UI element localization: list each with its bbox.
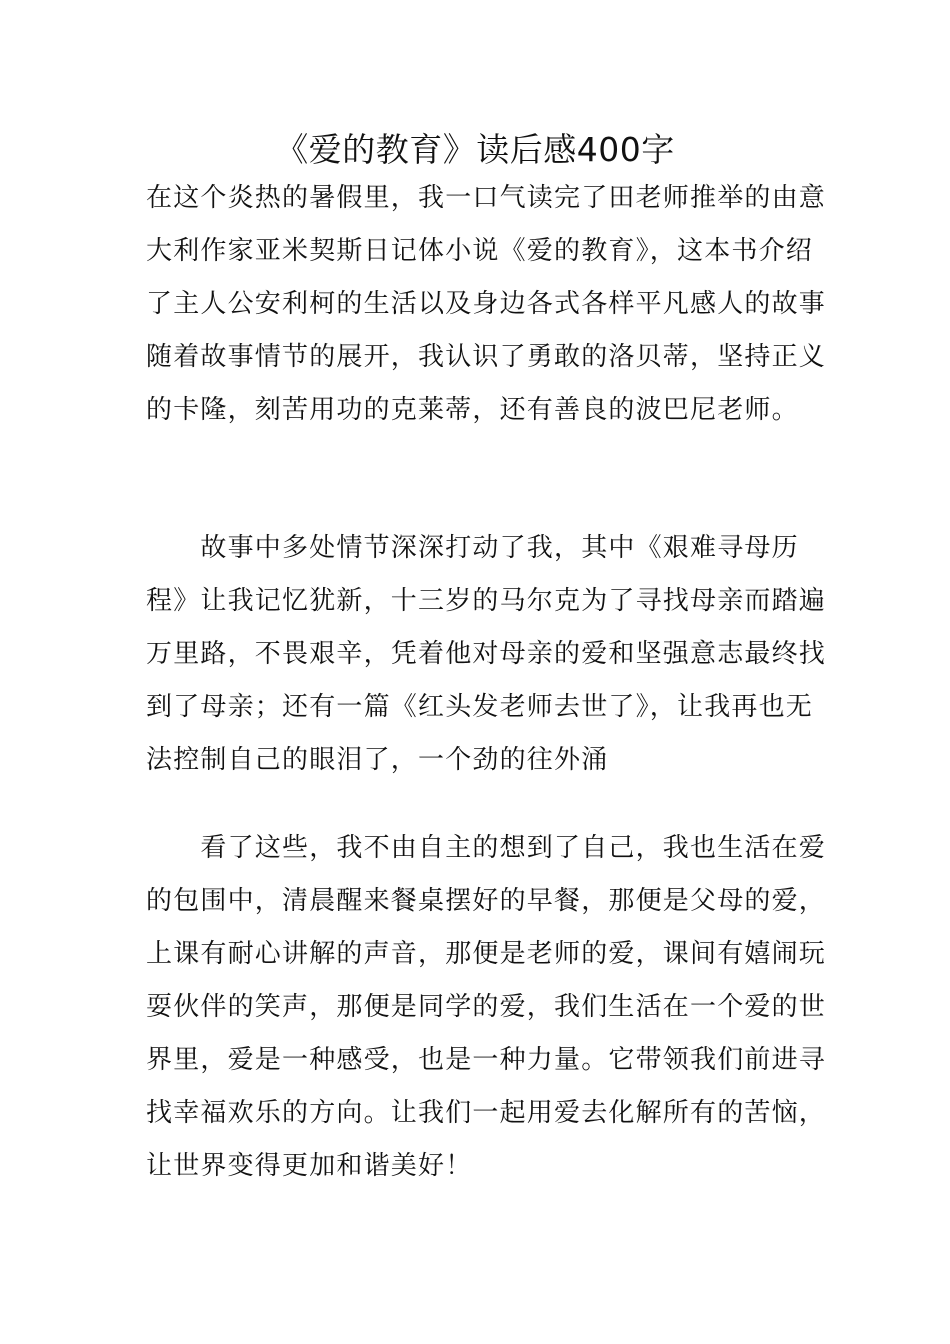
paragraph-1 bbox=[146, 172, 827, 437]
paragraph-line: 的卡隆，刻苦用功的克莱蒂，还有善良的波巴尼老师。 bbox=[146, 395, 799, 425]
document-title: 《爱的教育》读后感400字 bbox=[275, 130, 675, 169]
paragraph-line: 随着故事情节的展开，我认识了勇敢的洛贝蒂，坚持正义 bbox=[146, 342, 827, 372]
paragraph-line: 万里路，不畏艰辛，凭着他对母亲的爱和坚强意志最终找 bbox=[146, 639, 827, 669]
paragraph-line: 界里，爱是一种感受，也是一种力量。它带领我们前进寻 bbox=[146, 1045, 827, 1075]
paragraph-line: 让世界变得更加和谐美好！ bbox=[146, 1151, 473, 1181]
paragraph-3 bbox=[146, 822, 827, 1193]
paragraph-line: 看了这些，我不由自主的想到了自己，我也生活在爱 bbox=[146, 833, 827, 863]
paragraph-line: 程》让我记忆犹新，十三岁的马尔克为了寻找母亲而踏遍 bbox=[146, 586, 827, 616]
paragraph-line: 上课有耐心讲解的声音，那便是老师的爱，课间有嬉闹玩 bbox=[146, 939, 827, 969]
paragraph-line: 的包围中，清晨醒来餐桌摆好的早餐，那便是父母的爱， bbox=[146, 886, 827, 916]
paragraph-line: 了主人公安利柯的生活以及身边各式各样平凡感人的故事 bbox=[146, 289, 827, 319]
paragraph-line: 耍伙伴的笑声，那便是同学的爱，我们生活在一个爱的世 bbox=[146, 992, 827, 1022]
paragraph-line: 到了母亲；还有一篇《红头发老师去世了》，让我再也无 bbox=[146, 692, 814, 722]
paragraph-line: 法控制自己的眼泪了，一个劲的往外涌 bbox=[146, 745, 609, 775]
paragraph-line: 在这个炎热的暑假里，我一口气读完了田老师推举的由意 bbox=[146, 183, 827, 213]
paragraph-line: 找幸福欢乐的方向。让我们一起用爱去化解所有的苦恼， bbox=[146, 1098, 827, 1128]
paragraph-line: 故事中多处情节深深打动了我，其中《艰难寻母历 bbox=[146, 533, 799, 563]
paragraph-line: 大利作家亚米契斯日记体小说《爱的教育》，这本书介绍 bbox=[146, 236, 814, 266]
paragraph-2 bbox=[146, 522, 827, 787]
